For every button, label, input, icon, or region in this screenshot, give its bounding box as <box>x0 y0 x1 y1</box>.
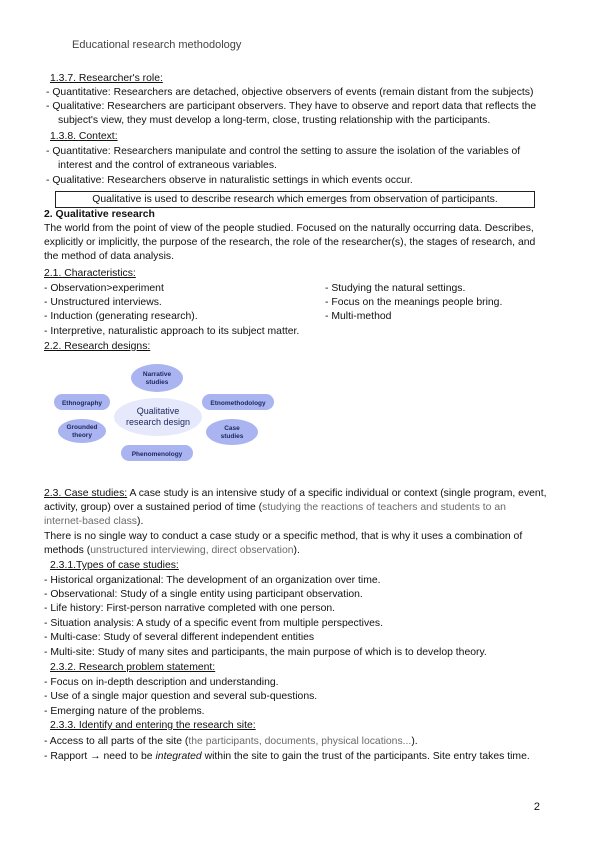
heading-context: 1.3.8. Context: <box>50 131 118 142</box>
researchers-role-qualitative-cont: subject's view, they must develop a long-term, close, trusting relationship with the participants. <box>58 115 491 126</box>
bubble-case-label-1: Case <box>224 425 240 432</box>
rapport-text-c: within the site to gain the trust of the participants. Site entry takes time. <box>201 751 530 762</box>
case-studies-example: studying the reactions of teachers and students to an <box>262 502 506 513</box>
running-header: Educational research methodology <box>72 39 242 51</box>
bubble-case-studies <box>206 419 258 445</box>
problem-statement-item: - Use of a single major question and several sub-questions. <box>44 691 318 702</box>
characteristic-left-3: - Induction (generating research). <box>44 311 198 322</box>
case-type-item: - Historical organizational: The development of an organization over time. <box>44 575 381 586</box>
context-quantitative-cont: interest and the control of extraneous variables. <box>58 160 277 171</box>
case-studies-example-cont: internet-based class <box>44 516 137 527</box>
heading-case-studies: 2.3. Case studies: <box>44 488 128 499</box>
case-studies-text-5c: ). <box>293 545 300 556</box>
rapport-integrated: integrated <box>155 751 202 762</box>
bubble-center-label-1: Qualitative <box>136 406 180 416</box>
rapport-text-a: - Rapport → need to be <box>44 751 156 762</box>
case-studies-line-5 <box>44 544 300 558</box>
heading-researchers-role: 1.3.7. Researcher's role: <box>50 73 163 84</box>
case-type-item: - Multi-case: Study of several different independent entities <box>44 632 315 643</box>
bubble-narrative-label-1: Narrative <box>142 371 172 378</box>
access-example: the participants, documents, physical locations... <box>188 736 412 747</box>
case-studies-methods-example: unstructured interviewing, direct observation <box>90 545 294 556</box>
case-type-item: - Life history: First-person narrative completed with one person. <box>44 603 336 614</box>
context-qualitative: - Qualitative: Researchers observe in naturalistic settings in which events occur. <box>46 175 413 186</box>
qualitative-paragraph-line-2: explicitly or implicitly, the purpose of the research, the role of the researcher(s), the stages of research, and <box>44 237 536 248</box>
bubble-grounded-theory <box>58 419 106 443</box>
bubble-ethnography-label: Ethnography <box>61 400 103 407</box>
heading-research-problem-statement: 2.3.2. Research problem statement: <box>50 662 216 673</box>
case-studies-text-1: A case study is an intensive study of a specific individual or context (single program, event, <box>127 488 547 499</box>
case-studies-text-5a: methods ( <box>44 545 91 556</box>
heading-types-of-case-studies: 2.3.1.Types of case studies: <box>50 560 179 571</box>
heading-research-designs: 2.2. Research designs: <box>44 341 151 352</box>
bubble-phenomenology-label: Phenomenology <box>131 451 183 458</box>
bubble-grounded-label-2: theory <box>72 432 92 439</box>
access-text-a: - Access to all parts of the site ( <box>44 736 189 747</box>
bubble-etnomethodology-label: Etnomethodology <box>210 400 266 407</box>
boxed-note: Qualitative is used to describe research which emerges from observation of participants. <box>55 191 535 208</box>
characteristic-left-4: - Interpretive, naturalistic approach to its subject matter. <box>44 326 300 337</box>
bubble-narrative-studies <box>131 364 183 392</box>
case-studies-text-2: activity, group) over a sustained period of time ( <box>44 502 263 513</box>
research-site-access <box>44 735 418 749</box>
context-quantitative: - Quantitative: Researchers manipulate and control the setting to assure the isolation of the variables of <box>46 146 521 157</box>
case-studies-line-4: There is no single way to conduct a case study or a specific method, that is why it uses a combination of <box>44 531 523 542</box>
heading-characteristics: 2.1. Characteristics: <box>44 268 136 279</box>
qualitative-paragraph-line-3: the method of data analysis. <box>44 251 174 262</box>
case-studies-line-3 <box>44 515 143 529</box>
bubble-narrative-label-2: studies <box>145 379 169 386</box>
heading-research-site: 2.3.3. Identify and entering the research site: <box>50 720 256 731</box>
characteristic-right-2: - Focus on the meanings people bring. <box>325 297 503 308</box>
bubble-grounded-label-1: Grounded <box>66 424 98 431</box>
case-type-item: - Situation analysis: A study of a specific event from multiple perspectives. <box>44 618 384 629</box>
research-site-rapport <box>44 750 530 764</box>
problem-statement-item: - Focus on in-depth description and understanding. <box>44 677 279 688</box>
problem-statement-item: - Emerging nature of the problems. <box>44 706 205 717</box>
researchers-role-quantitative: - Quantitative: Researchers are detached, objective observers of events (remain distant from the subjects) <box>46 87 534 98</box>
access-text-c: ). <box>411 736 418 747</box>
researchers-role-qualitative: - Qualitative: Researchers are participant observers. They have to observe and report data that reflects the <box>46 101 537 112</box>
page-number: 2 <box>533 801 540 813</box>
case-studies-line-1 <box>44 487 546 501</box>
qualitative-paragraph-line-1: The world from the point of view of the people studied. Focused on the naturally occurring data. Describes, <box>44 223 534 234</box>
characteristic-left-2: - Unstructured interviews. <box>44 297 162 308</box>
heading-qualitative-research: 2. Qualitative research <box>44 209 155 220</box>
case-studies-line-2 <box>44 501 506 515</box>
bubble-center-label-2: research design <box>125 417 191 427</box>
case-type-item: - Observational: Study of a single entity using participant observation. <box>44 589 363 600</box>
characteristic-left-1: - Observation>experiment <box>44 283 164 294</box>
characteristic-right-1: - Studying the natural settings. <box>325 283 466 294</box>
bubble-case-label-2: studies <box>220 433 244 440</box>
research-designs-diagram <box>50 362 280 464</box>
characteristic-right-3: - Multi-method <box>325 311 392 322</box>
case-studies-text-3: ). <box>137 516 144 527</box>
case-type-item: - Multi-site: Study of many sites and participants, the main purpose of which is to develop theory. <box>44 647 487 658</box>
